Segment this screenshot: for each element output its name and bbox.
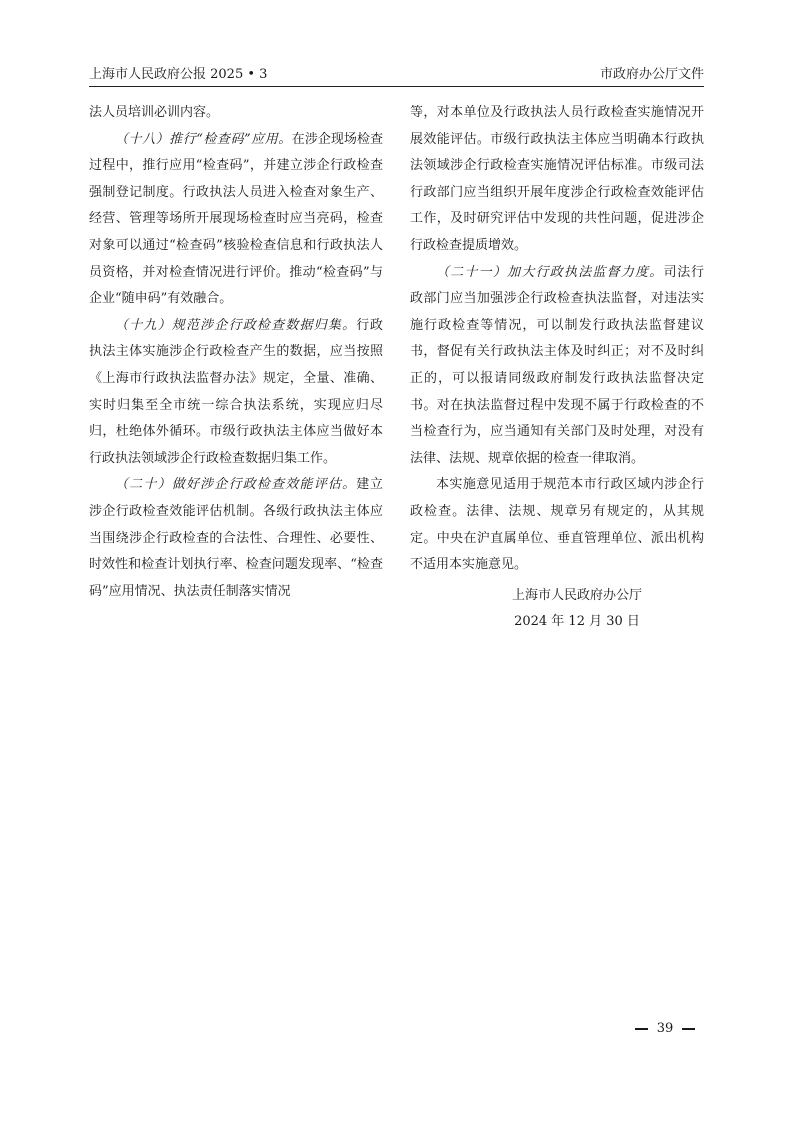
closing-paragraph: 本实施意见适用于规范本市行政区域内涉企行政检查。法律、法规、规章另有规定的，从其规定。中央在沪直属单位、垂直管理单位、派出机构不适用本实施意见。 (410, 477, 704, 573)
right-column (410, 100, 704, 636)
section-19-body: 行政执法主体实施涉企行政检查产生的数据，应当按照《上海市行政执法监督办法》规定，全量、准确、实时归集至全市统一综合执法系统，实现应归尽归，杜绝体外循环。市级行政执法主体应当做好本行政执法领域涉企行政检查数据归集工作。 (89, 317, 383, 466)
section-19 (89, 313, 383, 473)
dash-left (635, 1028, 648, 1030)
section-20-title: （二十）做好涉企行政检查效能评估。 (115, 477, 357, 493)
section-18-title: （十八）推行“检查码”应用。 (115, 131, 292, 147)
paragraph-continued: 法人员培训必训内容。 (89, 105, 220, 120)
document-category: 市政府办公厅文件 (599, 67, 704, 82)
paragraph-continued: 等，对本单位及行政执法人员行政检查实施情况开展效能评估。市级行政执法主体应当明确本行政执法领域涉企行政检查实施情况评估标准。市级司法行政部门应当组织开展年度涉企行政检查效能评估工作，及时研究评估中发现的共性问题，促进涉企行政检查提质增效。 (410, 105, 704, 253)
section-21-body: 司法行政部门应当加强涉企行政检查执法监督，对违法实施行政检查等情况，可以制发行政执法监督建议书，督促有关行政执法主体及时纠正；对不及时纠正的，可以报请同级政府制发行政执法监督决定书。对在执法监督过程中发现不属于行政检查的不当检查行为，应当通知有关部门及时处理，对没有法律、法规、规章依据的检查一律取消。 (410, 264, 704, 466)
page-header (89, 64, 704, 87)
section-21 (410, 260, 704, 473)
signature-date: 2024 年 12 月 30 日 (514, 614, 640, 630)
section-18 (89, 127, 383, 313)
section-20 (89, 472, 383, 605)
dash-right (682, 1028, 695, 1030)
section-20-body: 建立涉企行政检查效能评估机制。各级行政执法主体应当围绕涉企行政检查的合法性、合理性、必要性、时效性和检查计划执行率、检查问题发现率、“检查码”应用情况、执法责任制落实情况 (89, 477, 383, 599)
signature-organization: 上海市人民政府办公厅 (511, 587, 642, 603)
section-19-title: （十九）规范涉企行政检查数据归集。 (115, 317, 357, 333)
section-18-body: 在涉企现场检查过程中，推行应用“检查码”，并建立涉企行政检查强制登记制度。行政执法人员进入检查对象生产、经营、管理等场所开展现场检查时应当亮码，检查对象可以通过“检查码”核验检查信息和行政执法人员资格，并对检查情况进行评价。推动“检查码”与企业“随申码”有效融合。 (89, 131, 383, 307)
left-column (89, 100, 383, 605)
page-number (620, 1019, 710, 1039)
section-21-title: （二十一）加大行政执法监督力度。 (436, 264, 664, 280)
publication-title: 上海市人民政府公报 2025 • 3 (89, 67, 268, 82)
page-number-value: 39 (656, 1021, 674, 1036)
